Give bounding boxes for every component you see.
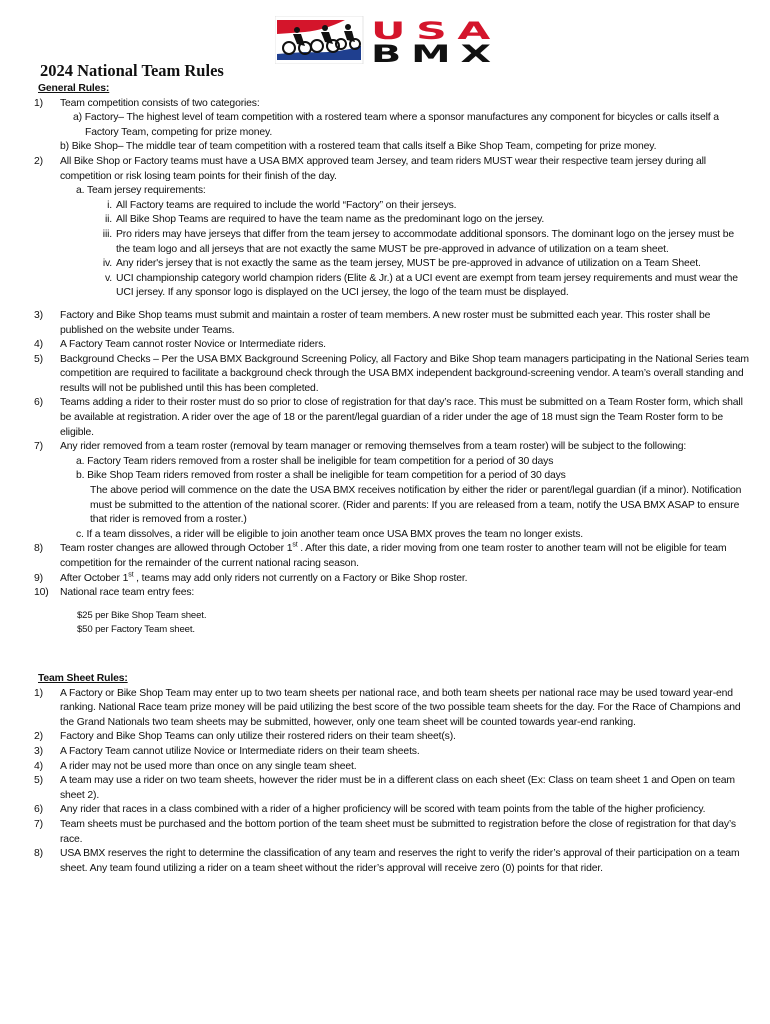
- general-rule-9: [34, 572, 750, 587]
- spacer: [34, 638, 750, 672]
- general-rule-2: [34, 155, 750, 301]
- team-sheet-rule-4: 4) A rider may not be used more than once on any single team sheet.: [34, 760, 357, 772]
- general-rule-3: [34, 309, 750, 338]
- rule-number: 10): [34, 587, 49, 599]
- rule-text: Factory and Bike Shop teams must submit and maintain a roster of team members. A new roster must be submitted each year. This roster shall be published on the website under Teams.: [60, 309, 711, 336]
- rule-number: 6): [34, 397, 43, 409]
- general-rule-10: [34, 586, 750, 601]
- team-sheet-rule-3: 3) A Factory Team cannot utilize Novice or Intermediate riders on their team sheets.: [34, 745, 420, 757]
- rule-2a: a. Team jersey requirements:: [76, 185, 206, 197]
- rule-number: 4): [34, 339, 43, 351]
- logo-text-usa: USA: [371, 17, 501, 45]
- general-rules-list: [34, 97, 750, 601]
- document-title: 2024 National Team Rules: [40, 61, 224, 80]
- rule-text: After October 1st , teams may add only riders not currently on a Factory or Bike Shop roster.: [60, 571, 468, 584]
- team-sheet-rules-heading: Team Sheet Rules:: [38, 672, 128, 684]
- rule-number: 2): [34, 155, 43, 167]
- team-sheet-rule-2: 2) Factory and Bike Shop Teams can only utilize their rostered riders on their team sheet(s).: [34, 731, 456, 743]
- jersey-req-3: iii. Pro riders may have jerseys that differ from the team jersey to accommodate additional sponsors. The dominant logo on the jersey must be the team logo and all jerseys that are not exactly the same MUST be pre-approved in advance of utilization on a team sheet.: [102, 228, 734, 255]
- spacer: [34, 301, 750, 309]
- rule-text: A Factory Team cannot roster Novice or Intermediate riders.: [60, 339, 326, 351]
- jersey-req-1: i. All Factory teams are required to include the world “Factory” on their jerseys.: [107, 199, 457, 211]
- rule-7b: b. Bike Shop Team riders removed from roster a shall be ineligible for team competition for a period of 30 days: [76, 470, 566, 482]
- rule-text: Background Checks – Per the USA BMX Background Screening Policy, all Factory and Bike Shop team managers participating in the National Series team competition are required to facilitate a background check through the USA BMX independent background-screening vendor. A team’s overall standing and results will not be published until this has been completed.: [60, 353, 749, 394]
- general-rules-heading: General Rules:: [38, 83, 110, 94]
- rule-number: 8): [34, 543, 43, 555]
- rule-number: 7): [34, 441, 43, 453]
- rule-text: Teams adding a rider to their roster must do so prior to close of registration for that day’s race. This must be submitted on a Team Roster form, which shall be available at registration. A rider over the age of 18 or the parent/legal guardian of a rider under the age of 18 must sign the Team Roster form to be eligible.: [60, 397, 743, 438]
- rule-text: National race team entry fees:: [60, 587, 195, 599]
- rule-text: All Bike Shop or Factory teams must have a USA BMX approved team Jersey, and team riders MUST wear their respective team jersey during all competition or risk losing team points for their finish of the day.: [60, 155, 706, 182]
- logo-text-bmx: BMX: [371, 40, 501, 64]
- jersey-req-2: ii. All Bike Shop Teams are required to have the team name as the predominant logo on the jersey.: [104, 214, 545, 226]
- jersey-req-5: v. UCI championship category world champion riders (Elite & Jr.) at a UCI event are exempt from team jersey requirements and must wear the UCI jersey. If any sponsor logo is displayed on the UCI jersey, the logo of the team must be displayed.: [104, 272, 738, 299]
- rule-1b: b) Bike Shop– The middle tear of team competition with a rostered team that calls itself a Bike Shop Team, competing for prize money.: [60, 141, 657, 153]
- rule-number: 5): [34, 353, 43, 365]
- rule-number: 3): [34, 309, 43, 321]
- rule-1a: a) Factory– The highest level of team competition with a rostered team where a sponsor manufactures any component for bicycles or calls itself a Factory Team, competing for prize money.: [73, 112, 719, 138]
- team-sheet-rule-6: 6) Any rider that races in a class combined with a rider of a higher proficiency will be scored with team points from the table of the higher proficiency.: [34, 804, 706, 816]
- rule-number: 1): [34, 97, 43, 109]
- usa-bmx-logo: [275, 16, 505, 64]
- rules-document: [34, 60, 750, 876]
- general-rule-7: [34, 440, 750, 542]
- rule-text: Team competition consists of two categories:: [60, 97, 260, 109]
- spacer: [34, 601, 750, 609]
- team-sheet-rule-8: 8) USA BMX reserves the right to determine the classification of any team and reserves the right to verify the rider’s approval of their participation on a team sheet. Any team found utilizing a rider on a team sheet without the rider’s approval will receive zero (0) points for that rider.: [34, 848, 740, 874]
- team-sheet-rules-list: [34, 687, 750, 877]
- rule-7b-note: The above period will commence on the date the USA BMX receives notification by either the rider or parent/legal guardian (if a minor). Notification must be submitted to the attention of the national scorer. (Rider and parents: If you are released from a team, notify the USA BMX ASAP to ensure that rider is removed from a roster.): [90, 485, 742, 526]
- team-sheet-rule-1: 1) A Factory or Bike Shop Team may enter up to two team sheets per national race, and both team sheets per national race may be used toward year-end ranking. National Race team prize money will be paid utilizing the best score of the two possible team sheets for the day. For the Race of Champions and the Grand Nationals two team sheets may be submitted, however, only one team sheet will be counted towards year-end ranking.: [34, 687, 741, 728]
- jersey-req-4: iv. Any rider's jersey that is not exactly the same as the team jersey, MUST be pre-approved in advance of utilization on a Team Sheet.: [102, 258, 701, 270]
- jersey-requirements-list: [60, 199, 750, 301]
- general-rule-1: [34, 97, 750, 155]
- rule-7a: a. Factory Team riders removed from a roster shall be ineligible for team competition for a period of 30 days: [76, 455, 554, 467]
- rule-number: 9): [34, 572, 43, 584]
- rule-text: Team roster changes are allowed through October 1st . After this date, a rider moving from one team roster to another team will not be eligible for team competition for the remainder of the current national racing season.: [60, 541, 727, 569]
- rule-text: Any rider removed from a team roster (removal by team manager or removing themselves from a team roster) will be subject to the following:: [60, 441, 687, 453]
- rule-7c: c. If a team dissolves, a rider will be eligible to join another team once USA BMX proves the team no longer exists.: [76, 528, 584, 540]
- fee-factory: $50 per Factory Team sheet.: [77, 624, 195, 636]
- general-rule-6: [34, 396, 750, 440]
- general-rule-5: [34, 353, 750, 397]
- team-sheet-rule-7: 7) Team sheets must be purchased and the bottom portion of the team sheet must be submitted to registration before the close of registration for that day’s race.: [34, 818, 736, 845]
- team-sheet-rule-5: 5) A team may use a rider on two team sheets, however the rider must be in a different class on each sheet (Ex: Class on team sheet 1 and Open on team sheet 2).: [34, 775, 735, 801]
- fee-bike-shop: $25 per Bike Shop Team sheet.: [77, 609, 207, 621]
- general-rule-8: [34, 542, 750, 571]
- general-rule-4: [34, 338, 750, 353]
